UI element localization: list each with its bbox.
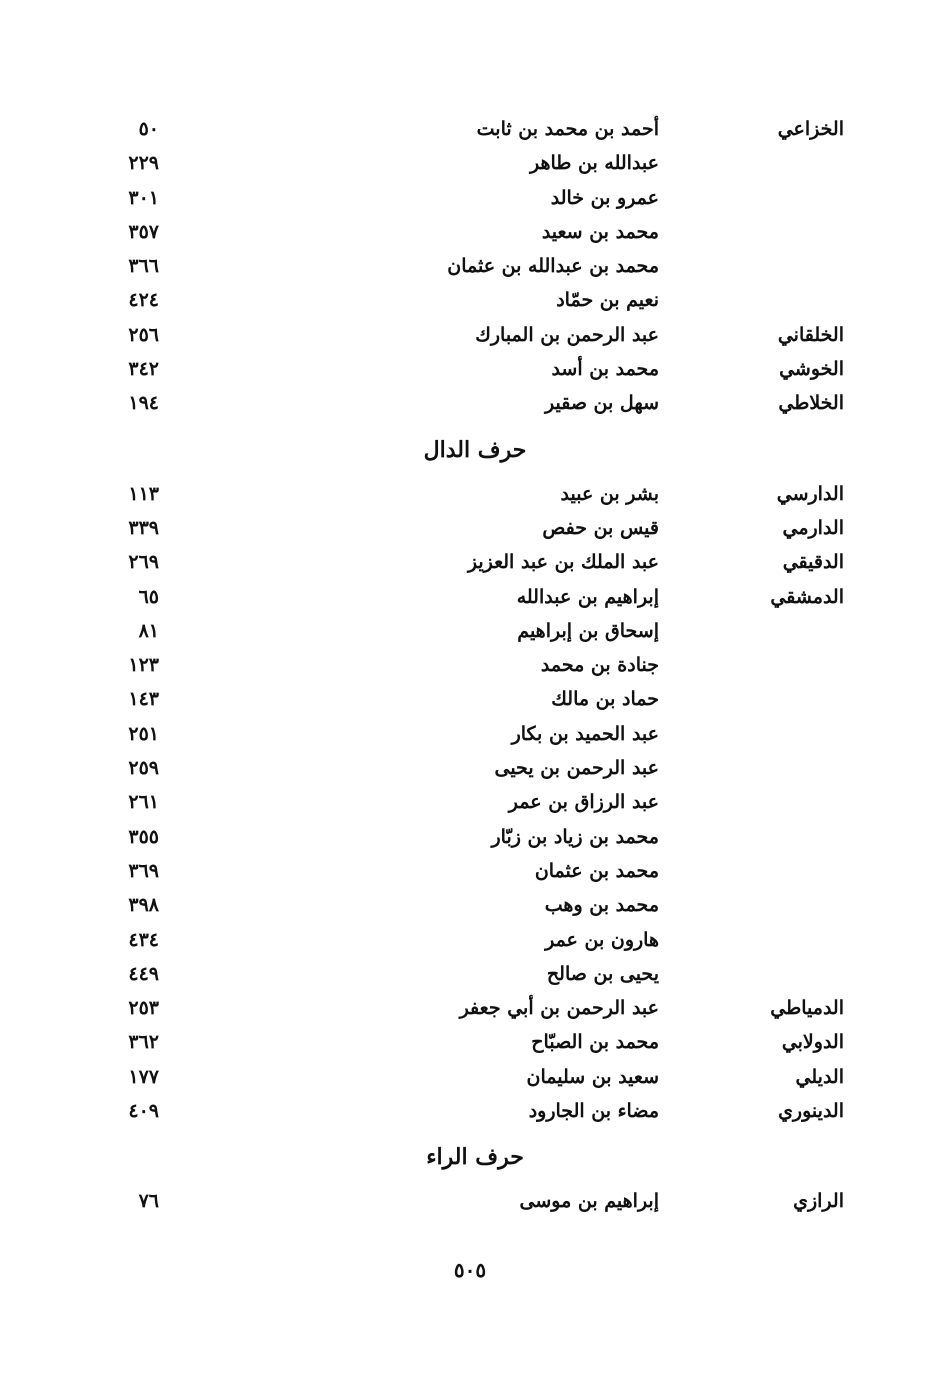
narrator-name: حماد بن مالك: [551, 688, 659, 711]
page-reference: ٤٣٤: [128, 928, 159, 951]
index-row: [0, 580, 944, 614]
narrator-name: قيس بن حفص: [542, 516, 659, 539]
index-row: [0, 112, 944, 146]
narrator-name: عبد الملك بن عبد العزيز: [467, 551, 659, 574]
section-heading-dal: [0, 421, 944, 477]
page-reference: ٣٦٩: [128, 859, 159, 882]
nisba-label: الديلي: [795, 1065, 844, 1088]
narrator-name: إسحاق بن إبراهيم: [517, 619, 659, 642]
index-row: [0, 991, 944, 1025]
index-row: [0, 614, 944, 648]
narrator-name: إبراهيم بن موسى: [519, 1190, 659, 1213]
page-reference: ٤٠٩: [128, 1100, 159, 1123]
index-row: [0, 283, 944, 317]
page-reference: ١٢٣: [128, 654, 159, 677]
page-reference: ٢٥٩: [128, 757, 159, 780]
page-reference: ٢٥٣: [128, 997, 159, 1020]
index-row: [0, 785, 944, 819]
page-reference: ٣٠١: [128, 186, 159, 209]
narrator-name: عبد الرحمن بن يحيى: [494, 757, 659, 780]
page-reference: ٣٣٩: [128, 516, 159, 539]
nisba-label: الدارسي: [776, 482, 844, 505]
nisba-label: الخزاعي: [777, 118, 844, 140]
index-row: [0, 545, 944, 579]
narrator-name: أحمد بن محمد بن ثابت: [476, 118, 659, 140]
page-reference: ٢٦١: [128, 791, 159, 814]
index-row: [0, 352, 944, 386]
narrator-name: هارون بن عمر: [545, 928, 659, 951]
nisba-label: الرازي: [793, 1190, 844, 1213]
narrator-name: عبد الرحمن بن أبي جعفر: [459, 997, 659, 1020]
page-reference: ١٩٤: [128, 392, 159, 415]
nisba-label: الدقيقي: [782, 551, 844, 574]
narrator-name: محمد بن وهب: [544, 894, 659, 917]
index-row: [0, 1060, 944, 1094]
page-reference: ٣٩٨: [128, 894, 159, 917]
index-entries: [0, 112, 944, 1219]
nisba-label: الخلقاني: [777, 323, 844, 346]
index-row: [0, 181, 944, 215]
page-reference: ٣٥٥: [128, 825, 159, 848]
narrator-name: محمد بن الصبّاح: [531, 1031, 659, 1054]
index-row: [0, 923, 944, 957]
page-reference: ٧٦: [138, 1190, 159, 1213]
index-row: [0, 1184, 944, 1218]
nisba-label: الدمياطي: [770, 997, 844, 1020]
index-row: [0, 820, 944, 854]
narrator-name: محمد بن زياد بن زبّار: [491, 825, 659, 848]
page-reference: ٢٥٦: [128, 323, 159, 346]
narrator-name: جنادة بن محمد: [540, 654, 659, 677]
narrator-name: عبد الرحمن بن المبارك: [475, 323, 659, 346]
index-row: [0, 511, 944, 545]
narrator-name: عبد الرزاق بن عمر: [508, 791, 659, 814]
nisba-label: الدارمي: [782, 516, 844, 539]
page-reference: ٣٦٦: [128, 255, 159, 278]
index-row: [0, 318, 944, 352]
narrator-name: محمد بن عبدالله بن عثمان: [447, 255, 659, 278]
narrator-name: نعيم بن حمّاد: [556, 289, 659, 312]
index-row: [0, 215, 944, 249]
page-reference: ٥٠: [138, 118, 159, 140]
narrator-name: مضاء بن الجارود: [528, 1100, 659, 1123]
page-reference: ٢٦٩: [128, 551, 159, 574]
narrator-name: بشر بن عبيد: [560, 482, 659, 505]
index-row: [0, 249, 944, 283]
page-reference: ١٧٧: [128, 1065, 159, 1088]
narrator-name: محمد بن عثمان: [534, 859, 659, 882]
page-reference: ١١٣: [128, 482, 159, 505]
page-reference: ٣٥٧: [128, 220, 159, 243]
index-row: [0, 717, 944, 751]
page-reference: ٣٤٢: [128, 358, 159, 381]
page-reference: ٢٥١: [128, 722, 159, 745]
narrator-name: سهل بن صقير: [544, 392, 659, 415]
narrator-name: محمد بن سعيد: [541, 220, 659, 243]
section-heading-text: حرف الراء: [426, 1144, 524, 1171]
index-row: [0, 854, 944, 888]
nisba-label: الدمشقي: [770, 585, 844, 608]
nisba-label: الدولابي: [781, 1031, 844, 1054]
page-reference: ٦٥: [138, 585, 159, 608]
page-reference: ٤٤٩: [128, 962, 159, 985]
index-row: [0, 957, 944, 991]
section-heading-text: حرف الدال: [423, 436, 527, 463]
narrator-name: محمد بن أسد: [551, 358, 659, 381]
index-row: [0, 648, 944, 682]
index-row: [0, 146, 944, 180]
index-row: [0, 386, 944, 420]
nisba-label: الخوشي: [779, 358, 844, 381]
index-row: [0, 1025, 944, 1059]
page-reference: ٨١: [138, 619, 159, 642]
index-row: [0, 1094, 944, 1128]
page-reference: ١٤٣: [128, 688, 159, 711]
narrator-name: عبد الحميد بن بكار: [511, 722, 659, 745]
page-number: ٥٠٥: [453, 1258, 487, 1282]
narrator-name: يحيى بن صالح: [546, 962, 659, 985]
index-row: [0, 888, 944, 922]
section-heading-ra: [0, 1128, 944, 1184]
nisba-label: الخلاطي: [778, 392, 844, 415]
narrator-name: إبراهيم بن عبدالله: [516, 585, 659, 608]
nisba-label: الدينوري: [778, 1100, 844, 1123]
page-reference: ٣٦٢: [128, 1031, 159, 1054]
index-row: [0, 682, 944, 716]
page-reference: ٢٢٩: [128, 152, 159, 175]
narrator-name: عمرو بن خالد: [550, 186, 659, 209]
index-row: [0, 477, 944, 511]
narrator-name: عبدالله بن طاهر: [530, 152, 659, 175]
index-row: [0, 751, 944, 785]
narrator-name: سعيد بن سليمان: [526, 1065, 659, 1088]
page-reference: ٤٢٤: [128, 289, 159, 312]
